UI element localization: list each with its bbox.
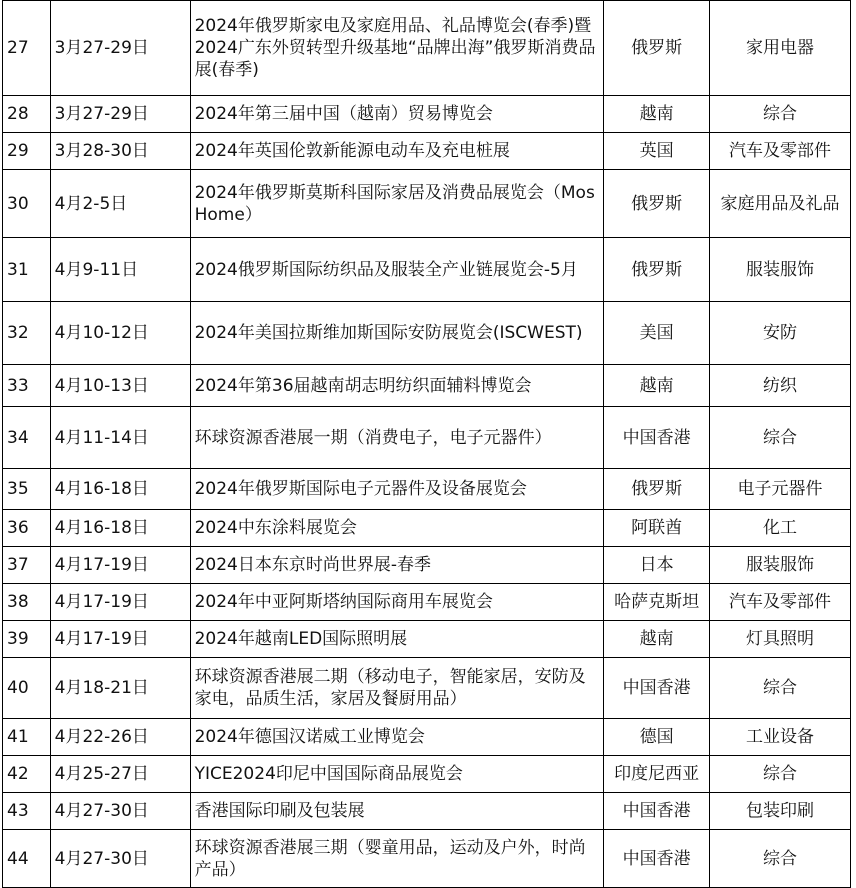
table-row — [3, 469, 851, 510]
row-number: 43 — [3, 793, 51, 830]
exhibition-name: 2024年俄罗斯家电及家庭用品、礼品博览会(春季)暨2024广东外贸转型升级基地“品牌出海”俄罗斯消费品展(春季) — [190, 1, 604, 96]
exhibition-industry: 综合 — [709, 756, 850, 793]
exhibition-date: 4月27-30日 — [50, 793, 190, 830]
table-row — [3, 302, 851, 365]
exhibition-name: 环球资源香港展三期（婴童用品，运动及户外，时尚产品） — [190, 830, 604, 888]
exhibition-date: 3月28-30日 — [50, 133, 190, 170]
exhibition-name: 香港国际印刷及包装展 — [190, 793, 604, 830]
exhibition-name: 环球资源香港展二期（移动电子，智能家居，安防及家电，品质生活，家居及餐厨用品） — [190, 658, 604, 719]
exhibition-industry: 家用电器 — [709, 1, 850, 96]
exhibition-name: 2024年中亚阿斯塔纳国际商用车展览会 — [190, 584, 604, 621]
table-row — [3, 1, 851, 96]
exhibition-date: 4月22-26日 — [50, 719, 190, 756]
exhibition-name: 2024日本东京时尚世界展-春季 — [190, 547, 604, 584]
row-number: 31 — [3, 238, 51, 302]
exhibition-name: 2024年第三届中国（越南）贸易博览会 — [190, 96, 604, 133]
row-number: 27 — [3, 1, 51, 96]
exhibition-date: 3月27-29日 — [50, 1, 190, 96]
exhibition-country: 中国香港 — [604, 658, 710, 719]
table-body — [3, 1, 851, 888]
exhibition-industry: 包装印刷 — [709, 793, 850, 830]
exhibition-name: 2024年第36届越南胡志明纺织面辅料博览会 — [190, 365, 604, 407]
table-row — [3, 407, 851, 469]
exhibition-industry: 汽车及零部件 — [709, 133, 850, 170]
exhibition-date: 4月9-11日 — [50, 238, 190, 302]
row-number: 36 — [3, 510, 51, 547]
exhibition-date: 4月11-14日 — [50, 407, 190, 469]
exhibition-country: 德国 — [604, 719, 710, 756]
exhibition-date: 4月16-18日 — [50, 469, 190, 510]
exhibition-name: 2024中东涂料展览会 — [190, 510, 604, 547]
exhibition-date: 4月25-27日 — [50, 756, 190, 793]
exhibition-industry: 综合 — [709, 830, 850, 888]
row-number: 30 — [3, 170, 51, 238]
row-number: 28 — [3, 96, 51, 133]
exhibition-name: 2024年英国伦敦新能源电动车及充电桩展 — [190, 133, 604, 170]
table-row — [3, 793, 851, 830]
exhibition-country: 中国香港 — [604, 407, 710, 469]
exhibition-date: 4月17-19日 — [50, 584, 190, 621]
exhibition-date: 4月27-30日 — [50, 830, 190, 888]
exhibition-industry: 汽车及零部件 — [709, 584, 850, 621]
exhibition-industry: 综合 — [709, 407, 850, 469]
table-row — [3, 96, 851, 133]
row-number: 37 — [3, 547, 51, 584]
exhibition-date: 3月27-29日 — [50, 96, 190, 133]
exhibition-date: 4月17-19日 — [50, 621, 190, 658]
exhibition-country: 阿联酋 — [604, 510, 710, 547]
table-row — [3, 658, 851, 719]
exhibition-country: 印度尼西亚 — [604, 756, 710, 793]
exhibition-country: 日本 — [604, 547, 710, 584]
exhibition-country: 俄罗斯 — [604, 170, 710, 238]
exhibition-industry: 电子元器件 — [709, 469, 850, 510]
exhibition-country: 越南 — [604, 365, 710, 407]
table-row — [3, 133, 851, 170]
table-row — [3, 830, 851, 888]
exhibition-industry: 综合 — [709, 96, 850, 133]
exhibition-industry: 安防 — [709, 302, 850, 365]
exhibition-name: 2024年越南LED国际照明展 — [190, 621, 604, 658]
exhibition-industry: 服装服饰 — [709, 238, 850, 302]
table-row — [3, 510, 851, 547]
row-number: 40 — [3, 658, 51, 719]
table-row — [3, 621, 851, 658]
exhibition-country: 中国香港 — [604, 793, 710, 830]
row-number: 35 — [3, 469, 51, 510]
row-number: 29 — [3, 133, 51, 170]
row-number: 41 — [3, 719, 51, 756]
exhibition-country: 俄罗斯 — [604, 1, 710, 96]
exhibition-country: 哈萨克斯坦 — [604, 584, 710, 621]
exhibition-country: 越南 — [604, 96, 710, 133]
row-number: 44 — [3, 830, 51, 888]
exhibition-date: 4月17-19日 — [50, 547, 190, 584]
table-row — [3, 170, 851, 238]
table-row — [3, 719, 851, 756]
exhibition-country: 英国 — [604, 133, 710, 170]
exhibition-name: 2024俄罗斯国际纺织品及服装全产业链展览会-5月 — [190, 238, 604, 302]
row-number: 42 — [3, 756, 51, 793]
exhibition-industry: 灯具照明 — [709, 621, 850, 658]
exhibition-industry: 工业设备 — [709, 719, 850, 756]
row-number: 32 — [3, 302, 51, 365]
exhibition-date: 4月2-5日 — [50, 170, 190, 238]
exhibition-country: 中国香港 — [604, 830, 710, 888]
exhibition-schedule-table — [2, 0, 851, 888]
exhibition-date: 4月10-13日 — [50, 365, 190, 407]
table-row — [3, 756, 851, 793]
table-row — [3, 365, 851, 407]
exhibition-country: 俄罗斯 — [604, 238, 710, 302]
exhibition-name: 2024年美国拉斯维加斯国际安防展览会(ISCWEST) — [190, 302, 604, 365]
exhibition-name: YICE2024印尼中国国际商品展览会 — [190, 756, 604, 793]
exhibition-industry: 综合 — [709, 658, 850, 719]
row-number: 34 — [3, 407, 51, 469]
table-row — [3, 547, 851, 584]
exhibition-industry: 纺织 — [709, 365, 850, 407]
exhibition-date: 4月16-18日 — [50, 510, 190, 547]
exhibition-country: 俄罗斯 — [604, 469, 710, 510]
exhibition-date: 4月10-12日 — [50, 302, 190, 365]
exhibition-country: 越南 — [604, 621, 710, 658]
exhibition-name: 2024年德国汉诺威工业博览会 — [190, 719, 604, 756]
exhibition-name: 2024年俄罗斯莫斯科国际家居及消费品展览会（MosHome） — [190, 170, 604, 238]
exhibition-industry: 服装服饰 — [709, 547, 850, 584]
table-row — [3, 584, 851, 621]
row-number: 33 — [3, 365, 51, 407]
exhibition-industry: 家庭用品及礼品 — [709, 170, 850, 238]
row-number: 38 — [3, 584, 51, 621]
exhibition-name: 2024年俄罗斯国际电子元器件及设备展览会 — [190, 469, 604, 510]
exhibition-name: 环球资源香港展一期（消费电子，电子元器件） — [190, 407, 604, 469]
exhibition-country: 美国 — [604, 302, 710, 365]
row-number: 39 — [3, 621, 51, 658]
table-row — [3, 238, 851, 302]
exhibition-date: 4月18-21日 — [50, 658, 190, 719]
exhibition-industry: 化工 — [709, 510, 850, 547]
